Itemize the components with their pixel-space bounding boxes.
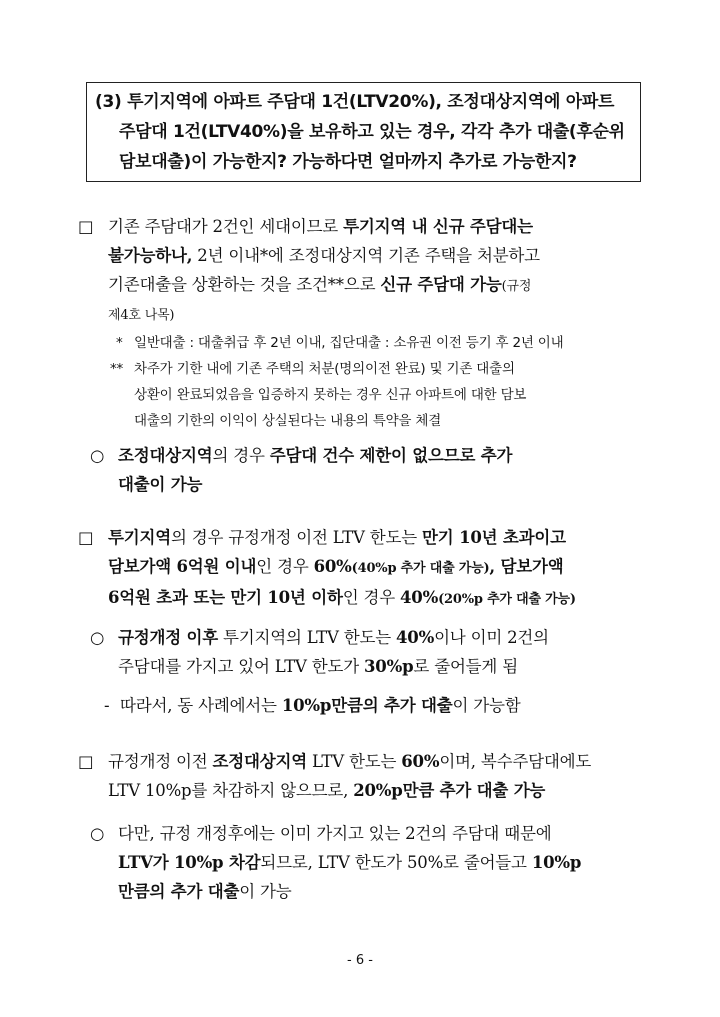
square-bullet: □ xyxy=(78,752,94,771)
p2-line1b: 의 경우 규정개정 이전 LTV 한도는 xyxy=(170,528,423,547)
footnote-2-line2: 상환이 완료되었음을 입증하지 못하는 경우 신규 아파트에 대한 담보 xyxy=(134,387,527,403)
circle-bullet: ○ xyxy=(90,824,105,843)
p2-line3a: 6억원 초과 또는 만기 10년 이하 xyxy=(108,588,343,607)
p3-line1c: LTV 한도는 xyxy=(306,752,402,771)
answer-paragraph-2 xyxy=(78,523,648,614)
o1-line1c: 주담대 건수 제한이 없으므로 추가 xyxy=(269,446,513,465)
p1-line3b: 신규 주담대 가능 xyxy=(380,275,502,294)
o2-line1b: 투기지역의 LTV 한도는 xyxy=(217,628,397,647)
square-bullet: □ xyxy=(78,217,94,236)
o2-line1d: 이나 이미 2건의 xyxy=(434,628,549,647)
p3-line1b: 조정대상지역 xyxy=(212,752,307,771)
d1-line1b: 10%p만큼의 추가 대출 xyxy=(281,696,453,715)
o1-line1a: 조정대상지역 xyxy=(118,446,213,465)
o2-line1c: 40% xyxy=(396,628,435,647)
d1-line1a: 따라서, 동 사례에서는 xyxy=(120,696,282,715)
p2-line2d: (40%p 추가 대출 가능) xyxy=(351,561,490,576)
footnote-2-mark: ** xyxy=(110,361,124,377)
dash-bullet: - xyxy=(104,696,110,715)
o3-line1: 다만, 규정 개정후에는 이미 가지고 있는 2건의 주담대 때문에 xyxy=(118,824,552,843)
d1-line1c: 이 가능함 xyxy=(452,696,521,715)
square-bullet: □ xyxy=(78,528,94,547)
p1-line2a: 불가능하나, xyxy=(108,246,193,265)
sub-point-1 xyxy=(90,441,650,499)
circle-bullet: ○ xyxy=(90,628,105,647)
o2-line2b: 30%p xyxy=(364,657,414,676)
p1-line3c: (규정 xyxy=(501,279,532,294)
footnote-2-line3: 대출의 기한의 이익이 상실된다는 내용의 특약을 체결 xyxy=(134,413,442,429)
answer-paragraph-1 xyxy=(78,212,648,330)
p2-line1a: 투기지역 xyxy=(108,528,171,547)
p3-line1e: 이며, 복수주담대에도 xyxy=(439,752,592,771)
sub-point-3 xyxy=(90,819,650,906)
p2-line2a: 담보가액 6억원 이내 xyxy=(108,557,257,576)
p2-line2e: , 담보가액 xyxy=(489,557,564,576)
page-number: - 6 - xyxy=(347,953,373,968)
p2-line2c: 60% xyxy=(313,557,352,576)
p1-line2b: 2년 이내*에 조정대상지역 기존 주택을 처분하고 xyxy=(192,246,540,265)
p2-line1c: 만기 10년 초과이고 xyxy=(422,528,566,547)
p2-line3b: 인 경우 xyxy=(342,588,401,607)
question-line-1: (3) 투기지역에 아파트 주담대 1건(LTV20%), 조정대상지역에 아파트 xyxy=(95,92,615,112)
p3-line2a: LTV 10%p를 차감하지 않으므로, xyxy=(108,781,354,800)
o2-line2c: 로 줄어들게 됨 xyxy=(413,657,518,676)
p3-line1a: 규정개정 이전 xyxy=(108,752,213,771)
question-line-2: 주담대 1건(LTV40%)을 보유하고 있는 경우, 각각 추가 대출(후순위 xyxy=(119,122,625,142)
o2-line1a: 규정개정 이후 xyxy=(118,628,218,647)
p2-line3c: 40% xyxy=(400,588,439,607)
footnote-2 xyxy=(110,356,646,434)
o3-line2c: 10%p xyxy=(531,853,582,872)
answer-paragraph-3 xyxy=(78,747,648,805)
footnote-2-line1: 차주가 기한 내에 기존 주택의 처분(명의이전 완료) 및 기존 대출의 xyxy=(134,361,515,377)
sub-point-2 xyxy=(90,623,650,681)
p1-line4: 제4호 나목) xyxy=(108,308,175,323)
footnote-1-text: 일반대출 : 대출취급 후 2년 이내, 집단대출 : 소유권 이전 등기 후 2년 이내 xyxy=(134,335,564,351)
o3-line3a: 만큼의 추가 대출 xyxy=(118,882,240,901)
p1-line3a: 기존대출을 상환하는 것을 조건**으로 xyxy=(108,275,381,294)
o3-line2b: 되므로, LTV 한도가 50%로 줄어들고 xyxy=(260,853,532,872)
p1-line1a: 기존 주담대가 2건인 세대이므로 xyxy=(108,217,344,236)
p2-line2b: 인 경우 xyxy=(256,557,314,576)
p1-line1b: 투기지역 내 신규 주담대는 xyxy=(343,217,533,236)
question-line-3: 담보대출)이 가능한지? 가능하다면 얼마까지 추가로 가능한지? xyxy=(119,152,577,172)
p2-line3d: (20%p 추가 대출 가능) xyxy=(438,592,576,607)
p3-line1d: 60% xyxy=(401,752,440,771)
circle-bullet: ○ xyxy=(90,446,105,465)
dash-point-1 xyxy=(104,691,644,720)
o1-line2: 대출이 가능 xyxy=(118,475,203,494)
footnote-1 xyxy=(116,330,646,356)
o3-line3b: 이 가능 xyxy=(239,882,292,901)
p3-line2b: 20%p만큼 추가 대출 가능 xyxy=(353,781,546,800)
o2-line2a: 주담대를 가지고 있어 LTV 한도가 xyxy=(118,657,365,676)
footnote-1-mark: * xyxy=(116,335,123,351)
o1-line1b: 의 경우 xyxy=(212,446,270,465)
question-box xyxy=(86,82,641,182)
o3-line2a: LTV가 10%p 차감 xyxy=(118,853,261,872)
